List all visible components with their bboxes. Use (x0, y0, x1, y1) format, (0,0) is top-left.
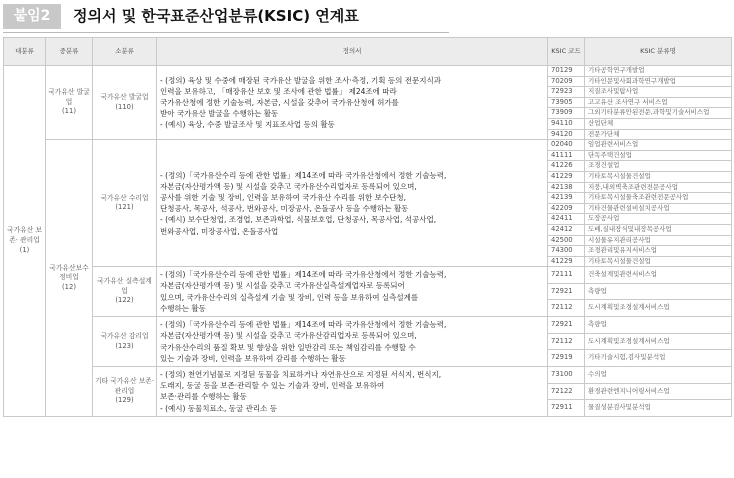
ksic-code: 41229 (548, 256, 585, 267)
definition-cell (157, 66, 548, 140)
ksic-name: 기타건물관련설비설치공사업 (585, 203, 732, 214)
ksic-name: 기타기술시험,검사및분석업 (585, 350, 732, 367)
header-minor: 소분류 (93, 38, 157, 66)
ksic-code: 41111 (548, 150, 585, 161)
definition-line: 받아 국가유산 발굴을 수행하는 활동 (160, 109, 279, 119)
definition-line: - (정의)「국가유산수리 등에 관한 법률」제14조에 따라 국가유산청에서 정한 기술능력, (160, 270, 447, 280)
ksic-code: 94110 (548, 118, 585, 129)
definition-line: 인력을 보유하고, 「매장유산 보호 및 조사에 관한 법률」 제24조에 따라 (160, 86, 397, 96)
definition-line: 도래지, 동굴 등을 보존·관리할 수 있는 기술과 장비, 인력을 보유하여 (160, 381, 385, 391)
ksic-name: 산업단체 (585, 118, 732, 129)
ksic-name: 도시계획및조경설계서비스업 (585, 300, 732, 317)
ksic-name: 기타토목시설물건설업 (585, 256, 732, 267)
middle-code: (12) (62, 282, 76, 291)
ksic-name: 기타인문및사회과학연구개발업 (585, 76, 732, 87)
ksic-code: 72112 (548, 300, 585, 317)
ksic-name: 조경건설업 (585, 161, 732, 172)
minor-code: (110) (115, 102, 134, 111)
definition-cell (157, 366, 548, 416)
definition-line: 자본금(자산평가액 등) 및 시설을 갖추고 국가유산감리업자로 등록되어 있으며, (160, 331, 417, 341)
minor-cell (93, 267, 157, 317)
definition-line: 공사를 위한 기술 및 장비, 인력을 보유하여 국가유산 수리를 위한 보수단청, (160, 193, 406, 203)
ksic-code: 41229 (548, 171, 585, 182)
ksic-name: 물질성분검사및분석업 (585, 400, 732, 417)
ksic-code: 72919 (548, 350, 585, 367)
ksic-name: 기타토목시설물건설업 (585, 171, 732, 182)
header-definition: 정의서 (157, 38, 548, 66)
ksic-name: 전문가단체 (585, 129, 732, 140)
definition-line: 자본금(자산평가액 등) 및 시설을 갖추고 국가유산수리업자로 등록되어 있으며, (160, 181, 417, 191)
ksic-name: 측량업 (585, 317, 732, 334)
ksic-name: 임업관련서비스업 (585, 140, 732, 151)
ksic-mapping-table (3, 37, 732, 417)
ksic-code: 42138 (548, 182, 585, 193)
minor-cell (93, 366, 157, 416)
ksic-code: 42500 (548, 235, 585, 246)
ksic-name: 단독주택건설업 (585, 150, 732, 161)
ksic-code: 42209 (548, 203, 585, 214)
middle-cell (46, 66, 93, 140)
definition-line: 단청공사, 목공사, 석공사, 번와공사, 미장공사, 온돌공사 등을 수행하는 활동 (160, 204, 409, 214)
major-cell (4, 66, 46, 417)
definition-line: - (정의)「국가유산수리 등에 관한 법률」제14조에 따라 국가유산청에서 정한 기술능력, (160, 320, 447, 330)
definition-line: 보존·관리를 수행하는 활동 (160, 392, 247, 402)
ksic-name: 그외기타분류안된전문,과학및기술서비스업 (585, 108, 732, 119)
definition-line: 번와공사업, 미장공사업, 온돌공사업 (160, 226, 279, 236)
definition-cell (157, 317, 548, 367)
middle-cell (46, 140, 93, 417)
ksic-code: 02040 (548, 140, 585, 151)
table-body (4, 66, 732, 417)
ksic-name: 기타공학연구개발업 (585, 66, 732, 77)
ksic-code: 94120 (548, 129, 585, 140)
ksic-name: 지붕,내외벽축조관련전문공사업 (585, 182, 732, 193)
middle-name: 국가유산 발굴업 (48, 88, 90, 106)
ksic-code: 70129 (548, 66, 585, 77)
ksic-code: 42412 (548, 224, 585, 235)
page-header (3, 4, 423, 29)
table-row (4, 66, 732, 77)
minor-name: 국가유산 감리업 (100, 331, 149, 340)
header-ksic-code: KSIC 코드 (548, 38, 585, 66)
ksic-name: 조경관리및유지서비스업 (585, 246, 732, 257)
table-row (4, 140, 732, 151)
definition-line: 국가유산청에 정한 기술능력, 자본금, 시설을 갖추어 국가유산청에 허가를 (160, 97, 399, 107)
definition-line: 국가유산수리의 품질 확보 및 향상을 위한 일반감리 또는 책임감리를 수행할 수 (160, 342, 416, 352)
ksic-name: 환경관련엔지니어링서비스업 (585, 383, 732, 400)
ksic-code: 72923 (548, 87, 585, 98)
header-middle: 중분류 (46, 38, 93, 66)
ksic-code: 42411 (548, 214, 585, 225)
ksic-code: 73909 (548, 108, 585, 119)
definition-line: 있는 기술과 장비, 인력을 보유하여 감리를 수행하는 활동 (160, 353, 346, 363)
definition-line: - (예시) 육상, 수중 발굴조사 및 지표조사업 등의 활동 (160, 120, 335, 130)
definition-line: - (예시) 보수단청업, 조경업, 보존과학업, 식물보호업, 단청공사, 목공사업, 석공사업, (160, 215, 437, 225)
ksic-name: 측량업 (585, 283, 732, 300)
ksic-code: 72122 (548, 383, 585, 400)
ksic-name: 지질조사및탐사업 (585, 87, 732, 98)
middle-name: 국가유산보수 정비업 (49, 263, 89, 282)
header-major: 대분류 (4, 38, 46, 66)
table-row (4, 267, 732, 284)
ksic-name: 수의업 (585, 366, 732, 383)
definition-line: - (예시) 동물치료소, 동굴 관리소 등 (160, 403, 278, 413)
definition-cell (157, 267, 548, 317)
table-row (4, 366, 732, 383)
table-row (4, 317, 732, 334)
ksic-name: 도장공사업 (585, 214, 732, 225)
ksic-code: 41226 (548, 161, 585, 172)
ksic-name: 기타토목시설물축조관련전문공사업 (585, 193, 732, 204)
ksic-name: 도시계획및조경설계서비스업 (585, 333, 732, 350)
definition-line: - (정의)「국가유산수리 등에 관한 법률」제14조에 따라 국가유산청에서 정한 기술능력, (160, 170, 447, 180)
minor-code: (122) (115, 296, 134, 305)
ksic-code: 74300 (548, 246, 585, 257)
minor-cell (93, 66, 157, 140)
ksic-name: 도배,실내장식및내장목공사업 (585, 224, 732, 235)
minor-name: 국가유산 수리업 (100, 193, 149, 202)
ksic-name: 고고유산 조사연구 서비스업 (585, 97, 732, 108)
ksic-code: 72921 (548, 283, 585, 300)
minor-code: (121) (115, 203, 134, 212)
ksic-code: 72112 (548, 333, 585, 350)
page-title: 정의서 및 한국표준산업분류(KSIC) 연계표 (73, 7, 359, 25)
definition-line: 수행하는 활동 (160, 303, 206, 313)
definition-line: - (정의) 육상 및 수중에 매장된 국가유산 발굴을 위한 조사·측정, 기획 등의 전문지식과 (160, 75, 442, 85)
major-code: (1) (19, 245, 30, 254)
header-ksic-name: KSIC 분류명 (585, 38, 732, 66)
definition-line: 자본금(자산평가액 등) 및 시설을 갖추고 국가유산실측설계업자로 등록되어 (160, 281, 405, 291)
minor-code: (129) (115, 396, 134, 405)
minor-name: 국가유산 발굴업 (100, 92, 149, 101)
definition-line: 있으며, 국가유산수리의 실측설계 기술 및 장비, 인력 등을 보유하여 실측설계를 (160, 292, 419, 302)
ksic-code: 70209 (548, 76, 585, 87)
attachment-tag: 붙임2 (3, 4, 61, 29)
definition-cell (157, 140, 548, 267)
ksic-code: 72111 (548, 267, 585, 284)
definition-line: - (정의) 천연기념물로 지정된 동물을 치료하거나 자연유산으로 지정된 서식지, 번식지, (160, 369, 442, 379)
middle-code: (11) (62, 107, 76, 116)
minor-cell (93, 140, 157, 267)
ksic-code: 72911 (548, 400, 585, 417)
minor-cell (93, 317, 157, 367)
major-name: 국가유산 보존· 관리업 (7, 226, 42, 245)
minor-name: 국가유산 실측설계업 (97, 277, 152, 295)
ksic-name: 건축설계및관련서비스업 (585, 267, 732, 284)
minor-name: 기타 국가유산 보존·관리업 (95, 376, 155, 395)
ksic-code: 42139 (548, 193, 585, 204)
ksic-code: 73905 (548, 97, 585, 108)
minor-code: (123) (115, 341, 134, 350)
title-underline (3, 32, 449, 33)
ksic-code: 73100 (548, 366, 585, 383)
ksic-code: 72921 (548, 317, 585, 334)
ksic-name: 시설물유지관리공사업 (585, 235, 732, 246)
